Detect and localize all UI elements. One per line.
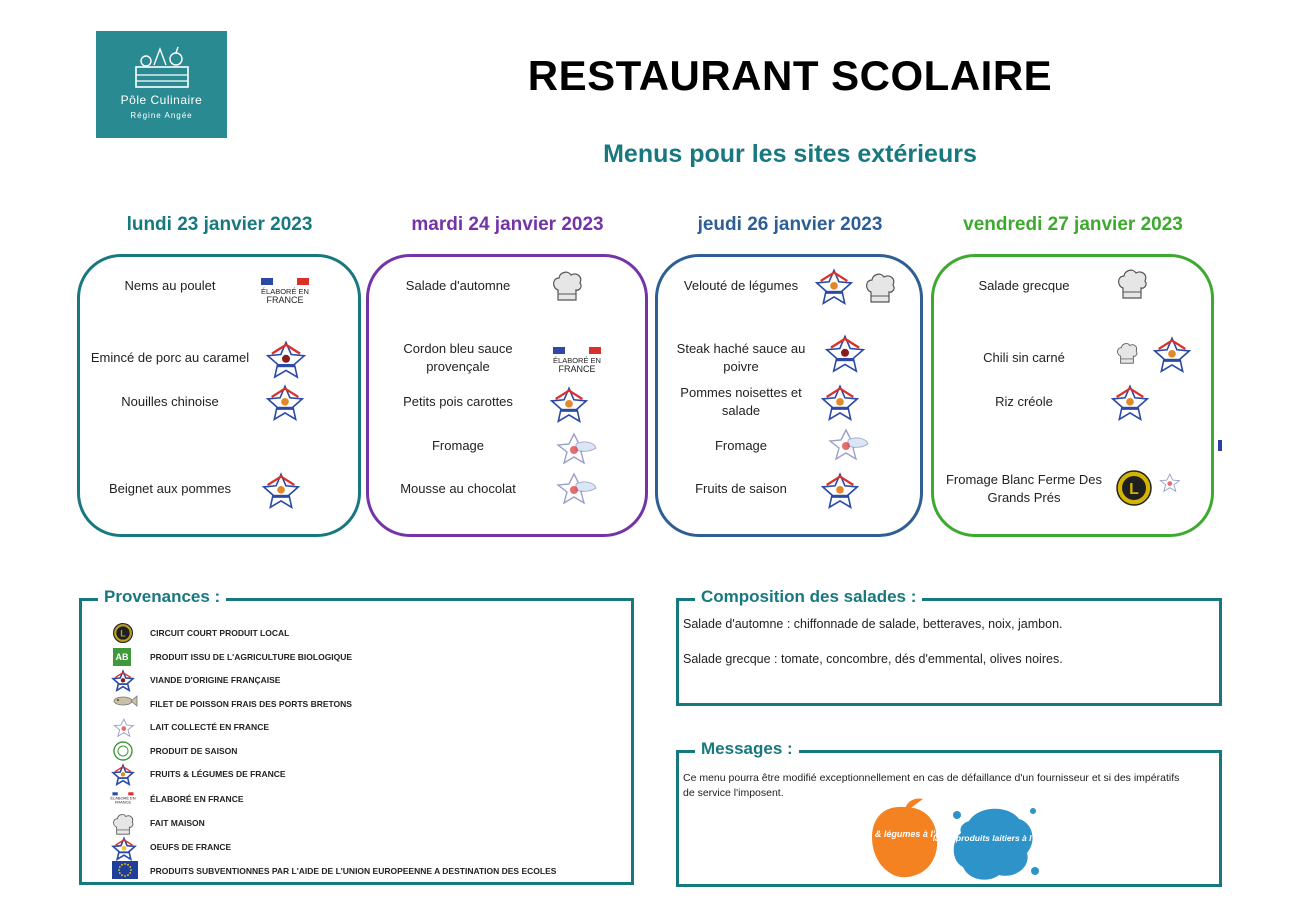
lait-de-france-star-icon xyxy=(1158,472,1184,499)
elabore-en-france-flag-icon xyxy=(260,277,310,310)
svg-text:L: L xyxy=(1129,481,1139,498)
legend-label: LAIT COLLECTÉ EN FRANCE xyxy=(150,722,269,732)
legend-label: FRUITS & LÉGUMES DE FRANCE xyxy=(150,769,286,779)
lait-de-france-star-icon xyxy=(826,428,870,467)
fruits-legumes-ecole-text: fruits & légumes à l'école xyxy=(849,829,959,839)
dish-label: Emincé de porc au caramel xyxy=(90,350,250,365)
fruits-legumes-de-france-star-icon xyxy=(266,384,304,427)
dish-label: Fromage xyxy=(714,438,768,453)
legend-label: PRODUITS SUBVENTIONNES PAR L'AIDE DE L'UNION EUROPEENNE A DESTINATION DES ECOLES xyxy=(150,866,557,876)
messages-panel xyxy=(676,739,1222,887)
legend-label: PRODUIT ISSU DE L'AGRICULTURE BIOLOGIQUE xyxy=(150,652,353,662)
svg-text:L: L xyxy=(120,628,126,639)
fruits-legumes-de-france-star-icon xyxy=(1111,384,1149,427)
fait-maison-chef-hat-icon xyxy=(1116,268,1148,307)
dish-label: Petits pois carottes xyxy=(403,394,513,409)
fruits-legumes-de-france-star-icon xyxy=(1153,336,1191,379)
salade-line: Salade d'automne : chiffonnade de salade, betteraves, noix, jambon. xyxy=(683,617,1063,631)
svg-text:ÉLABORÉ EN: ÉLABORÉ EN xyxy=(110,795,136,801)
day-title-vendredi: vendredi 27 janvier 2023 xyxy=(963,214,1183,235)
svg-text:FRANCE: FRANCE xyxy=(558,364,596,374)
lait-produits-laitiers-ecole-logo xyxy=(932,801,1056,883)
legend-label: ÉLABORÉ EN FRANCE xyxy=(150,794,244,804)
day-title-mardi: mardi 24 janvier 2023 xyxy=(411,214,604,235)
viandes-de-france-star-icon xyxy=(112,670,134,697)
day-title-jeudi: jeudi 26 janvier 2023 xyxy=(697,214,883,235)
crate-vegetables-icon xyxy=(132,45,192,91)
dish-label: Riz créole xyxy=(995,394,1053,409)
circuit-court-local-badge-icon xyxy=(1116,470,1152,511)
dish-label: Fromage xyxy=(431,438,485,453)
logo-line1: Pôle Culinaire xyxy=(120,93,203,107)
lait-produits-ecole-text: lait & produits laitiers à l'école xyxy=(932,833,1056,843)
dish-label: Mousse au chocolat xyxy=(400,481,516,496)
elabore-en-france-flag-icon xyxy=(112,789,134,812)
legend-label: OEUFS DE FRANCE xyxy=(150,842,232,852)
lait-de-france-star-icon xyxy=(554,472,598,511)
dish-label: Fruits de saison xyxy=(695,481,787,496)
svg-text:FRANCE: FRANCE xyxy=(266,295,304,305)
viandes-de-france-star-icon xyxy=(266,340,306,385)
messages-title: Messages : xyxy=(695,739,799,759)
legend-label: FILET DE POISSON FRAIS DES PORTS BRETONS xyxy=(150,699,352,709)
svg-text:FRANCE: FRANCE xyxy=(114,799,132,805)
dish-label: Beignet aux pommes xyxy=(108,481,232,496)
fait-maison-chef-hat-icon xyxy=(864,272,896,311)
legend-label: FAIT MAISON xyxy=(150,818,205,828)
agriculture-biologique-icon xyxy=(112,647,132,672)
salade-line: Salade grecque : tomate, concombre, dés d'emmental, olives noires. xyxy=(683,652,1063,666)
provenances-title: Provenances : xyxy=(98,587,226,607)
dish-label: Nouilles chinoise xyxy=(121,394,219,409)
pole-culinaire-logo xyxy=(96,31,227,138)
circuit-court-local-badge-icon xyxy=(112,623,134,648)
svg-text:AB: AB xyxy=(115,652,129,662)
legend-label: CIRCUIT COURT PRODUIT LOCAL xyxy=(150,628,290,638)
fruits-legumes-de-france-star-icon xyxy=(815,268,853,311)
messages-text: Ce menu pourra être modifié exceptionnellement en cas de défaillance d'un fournisseur et si des impératifs de service l'imposent. xyxy=(683,772,1180,799)
produit-de-saison-icon xyxy=(112,741,134,766)
legend-label: PRODUIT DE SAISON xyxy=(150,746,238,756)
fait-maison-chef-hat-icon xyxy=(1116,342,1138,371)
dish-label: Nems au poulet xyxy=(124,278,216,293)
fruits-legumes-ecole-logo xyxy=(849,797,959,879)
svg-text:ÉLABORÉ EN: ÉLABORÉ EN xyxy=(261,287,309,296)
viandes-de-france-star-icon xyxy=(825,334,865,379)
fish-icon xyxy=(112,694,138,713)
page-title: RESTAURANT SCOLAIRE xyxy=(527,52,1053,99)
fait-maison-chef-hat-icon xyxy=(551,270,583,309)
dish-label: Fromage Blanc Ferme Des Grands Prés xyxy=(945,472,1103,505)
dish-label: Cordon bleu sauce provençale xyxy=(403,341,513,374)
day-title-lundi: lundi 23 janvier 2023 xyxy=(126,214,313,235)
fruits-legumes-de-france-star-icon xyxy=(821,472,859,515)
dish-label: Pommes noisettes et salade xyxy=(680,385,802,418)
fruits-legumes-de-france-star-icon xyxy=(550,386,588,429)
fruits-legumes-de-france-star-icon xyxy=(262,472,300,515)
dish-label: Velouté de légumes xyxy=(683,278,799,293)
fruits-legumes-de-france-star-icon xyxy=(821,384,859,427)
dish-label: Salade grecque xyxy=(978,278,1070,293)
eu-flag-icon xyxy=(112,861,138,884)
dish-label: Chili sin carné xyxy=(983,350,1065,365)
provenances-panel xyxy=(79,587,634,885)
lait-de-france-star-icon xyxy=(112,717,138,744)
fruits-legumes-de-france-star-icon xyxy=(112,764,134,791)
salades-title: Composition des salades : xyxy=(695,587,922,607)
page-marker xyxy=(1218,440,1222,451)
lait-de-france-star-icon xyxy=(554,432,598,471)
legend-label: VIANDE D'ORIGINE FRANÇAISE xyxy=(150,675,281,685)
salades-panel xyxy=(676,587,1222,706)
svg-text:ÉLABORÉ EN: ÉLABORÉ EN xyxy=(553,356,601,365)
elabore-en-france-flag-icon xyxy=(552,346,602,379)
dish-label: Steak haché sauce au poivre xyxy=(676,341,806,374)
page-subtitle: Menus pour les sites extérieurs xyxy=(603,140,977,168)
dish-label: Salade d'automne xyxy=(405,278,511,293)
logo-line2: Régine Angée xyxy=(130,111,193,120)
